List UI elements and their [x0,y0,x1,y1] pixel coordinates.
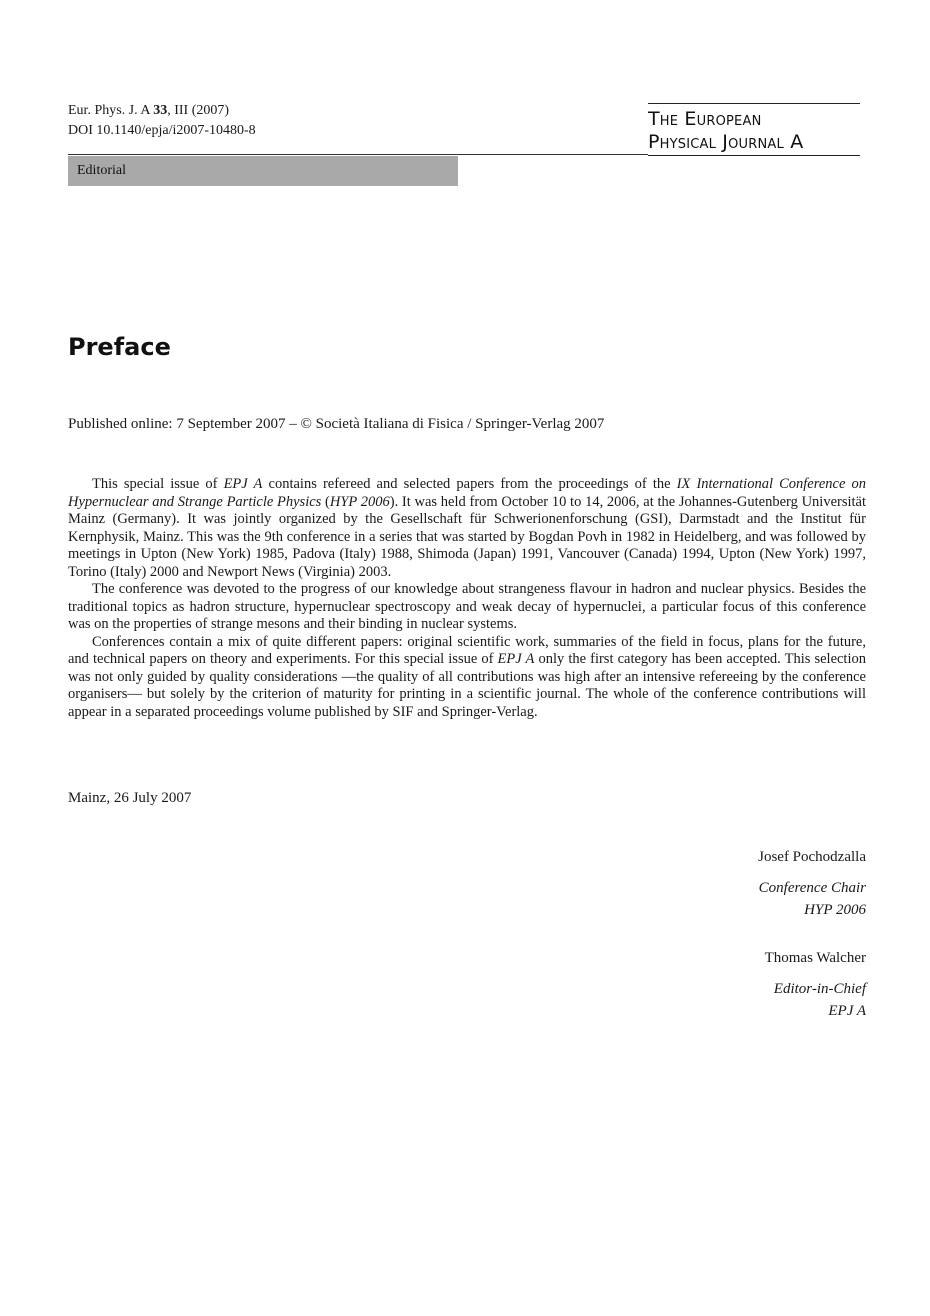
signature-block [758,948,866,1022]
citation-pages-year: , III (2007) [167,103,230,118]
doi: DOI 10.1140/epja/i2007-10480-8 [68,123,256,138]
signer-name: Josef Pochodzalla [758,849,866,865]
place-date: Mainz, 26 July 2007 [68,790,192,806]
signer-affiliation: HYP 2006 [804,902,866,918]
signer-role: Editor-in-Chief [773,981,866,997]
signer-role: Conference Chair [758,880,866,896]
article-body [68,476,866,721]
article-title: Preface [68,333,171,361]
citation-block [68,101,256,141]
paragraph-3: Conferences contain a mix of quite different papers: original scientific work, summaries of the field in focus, plans for the future, and technical papers on theory and experiments. For this special issue of EPJ A only the first category has been accepted. This selection was not only guided by quality considerations —the quality of all contributions was high after an intensive refereeing by the conference organisers— but solely by the criterion of maturity for printing in a scientific journal. The whole of the conference contributions will appear in a separated proceedings volume published by SIF and Springer-Verlag. [68,633,866,720]
citation-volume: 33 [153,103,168,118]
header-rule [68,154,648,155]
journal-name-line2: Physical Journal A [648,131,804,153]
journal-logo [648,103,860,156]
journal-name-line1: The European [648,108,762,130]
journal-citation [68,101,256,121]
citation-journal: Eur. Phys. J. A [68,103,154,118]
paragraph-1: This special issue of EPJ A contains refereed and selected papers from the proceedings of the IX International Conference on Hypernuclear and Strange Particle Physics (HYP 2006). It was held from October 10 to 14, 2006, at the Johannes-Gutenberg Universität Mainz (Germany). It was jointly organized by the Gesellschaft für Schwerionenforschung (GSI), Darmstadt and the Institut für Kernphysik, Mainz. This was the 9th conference in a series that was started by Bogdan Povh in 1982 in Heidelberg, and was followed by meetings in Upton (New York) 1985, Padova (Italy) 1988, Shimoda (Japan) 1991, Vancouver (Canada) 1994, Upton (New York) 1997, Torino (Italy) 2000 and Newport News (Virginia) 2003. [68,476,866,580]
signatures [758,847,866,1049]
paragraph-2: The conference was devoted to the progress of our knowledge about strangeness flavour in hadron and nuclear physics. Besides the traditional topics as hadron structure, hypernuclear spectroscopy and weak decay of hypernuclei, a particular focus of this conference was on the properties of strange mesons and their binding in nuclear systems. [68,581,866,632]
section-label: Editorial [68,156,458,186]
signature-block [758,847,866,921]
signer-name: Thomas Walcher [764,950,866,966]
publication-info: Published online: 7 September 2007 – © Società Italiana di Fisica / Springer-Verlag 2007 [68,416,605,432]
signer-affiliation: EPJ A [828,1003,866,1019]
